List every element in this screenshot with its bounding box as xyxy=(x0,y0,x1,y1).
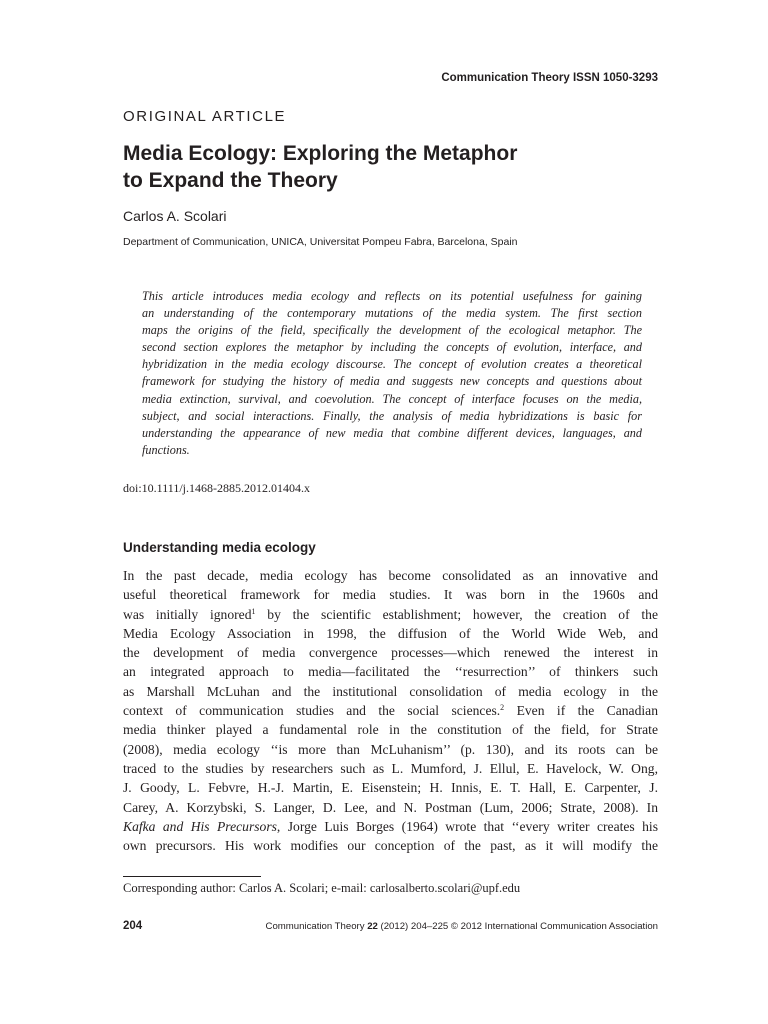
abstract-line: second section explores the metaphor by including the concepts of evolution, interface, and xyxy=(142,340,642,355)
abstract-line: functions. xyxy=(142,442,190,457)
abstract-line: This article introduces media ecology and reflects on its potential usefulness for gaining xyxy=(142,289,642,303)
body-line: Carey, A. Korzybski, S. Langer, D. Lee, and N. Postman (Lum, 2006; Strate, 2008). In xyxy=(123,799,658,815)
abstract-line: framework for studying the history of media and suggests new concepts and questions about xyxy=(142,374,642,389)
body-line xyxy=(123,701,658,720)
abstract-line: maps the origins of the field, specifically the development of the ecological metaphor. The xyxy=(142,323,642,338)
body-line: media thinker played a fundamental role in the constitution of the field, for Strate xyxy=(123,722,658,738)
footnote-divider xyxy=(123,876,261,877)
body-line-text: was initially ignored xyxy=(123,606,252,622)
section-heading: Understanding media ecology xyxy=(123,540,316,555)
author-affiliation: Department of Communication, UNICA, Universitat Pompeu Fabra, Barcelona, Spain xyxy=(123,236,518,248)
author-name: Carlos A. Scolari xyxy=(123,208,227,224)
footnote-marker[interactable]: 1 xyxy=(251,606,256,616)
body-line: as Marshall McLuhan and the institutional consolidation of media ecology in the xyxy=(123,683,658,699)
body-line: (2008), media ecology ‘‘is more than McLuhanism’’ (p. 130), and its roots can be xyxy=(123,741,658,757)
footnote-marker[interactable]: 2 xyxy=(500,703,505,713)
abstract-line: an understanding of the contemporary mutations of the media system. The first section xyxy=(142,306,642,321)
body-line: J. Goody, L. Febvre, H.-J. Martin, E. Eisenstein; H. Innis, E. T. Hall, E. Carpenter, J. xyxy=(123,780,658,796)
body-paragraph xyxy=(123,566,658,855)
body-line xyxy=(123,817,658,836)
book-title: Kafka and His Precursors xyxy=(123,818,277,834)
body-line: useful theoretical framework for media studies. It was born in the 1960s and xyxy=(123,587,658,603)
footer-volume: 22 xyxy=(367,921,378,932)
abstract-line: subject, and social interactions. Finally, the analysis of media hybridizations is basic for xyxy=(142,408,642,423)
page-footer xyxy=(266,921,658,932)
body-line-text: by the scientific establishment; however, the creation of the xyxy=(255,606,658,622)
abstract-line: media extinction, survival, and coevolution. The concept of interface focuses on the media, xyxy=(142,391,642,406)
body-line xyxy=(123,605,658,624)
body-line: the development of media convergence processes—which renewed the interest in xyxy=(123,645,658,661)
doi-link[interactable]: doi:10.1111/j.1468-2885.2012.01404.x xyxy=(123,481,310,495)
abstract-line: hybridization in the media ecology discourse. The concept of evolution creates a theoretical xyxy=(142,357,642,372)
corresponding-author-note: Corresponding author: Carlos A. Scolari; e-mail: carlosalberto.scolari@upf.edu xyxy=(123,881,521,895)
body-line: an integrated approach to media—facilitated the ‘‘resurrection’’ of thinkers such xyxy=(123,664,658,680)
body-line: In the past decade, media ecology has become consolidated as an innovative and xyxy=(123,568,658,583)
title-line: Media Ecology: Exploring the Metaphor xyxy=(123,142,518,165)
footer-journal: Communication Theory xyxy=(265,921,368,932)
body-line: own precursors. His work modifies our conception of the past, as it will modify the xyxy=(123,838,658,854)
article-type-label: ORIGINAL ARTICLE xyxy=(123,108,287,125)
title-line: to Expand the Theory xyxy=(123,169,338,192)
page-number: 204 xyxy=(123,920,143,932)
body-line-text: , Jorge Luis Borges (1964) wrote that ‘‘every writer creates his xyxy=(276,818,658,834)
abstract xyxy=(142,288,642,459)
body-line-text: context of communication studies and the social sciences. xyxy=(123,703,501,719)
body-line: traced to the studies by researchers such as L. Mumford, J. Ellul, E. Havelock, W. Ong, xyxy=(123,760,658,776)
footer-citation: (2012) 204–225 © 2012 International Communication Association xyxy=(377,921,658,932)
body-line: Media Ecology Association in 1998, the diffusion of the World Wide Web, and xyxy=(123,625,658,641)
abstract-line: understanding the appearance of new media that combine different devices, languages, and xyxy=(142,425,642,440)
body-line-text: Even if the Canadian xyxy=(504,703,658,719)
article-title xyxy=(123,140,663,194)
journal-issn: Communication Theory ISSN 1050-3293 xyxy=(441,72,658,84)
